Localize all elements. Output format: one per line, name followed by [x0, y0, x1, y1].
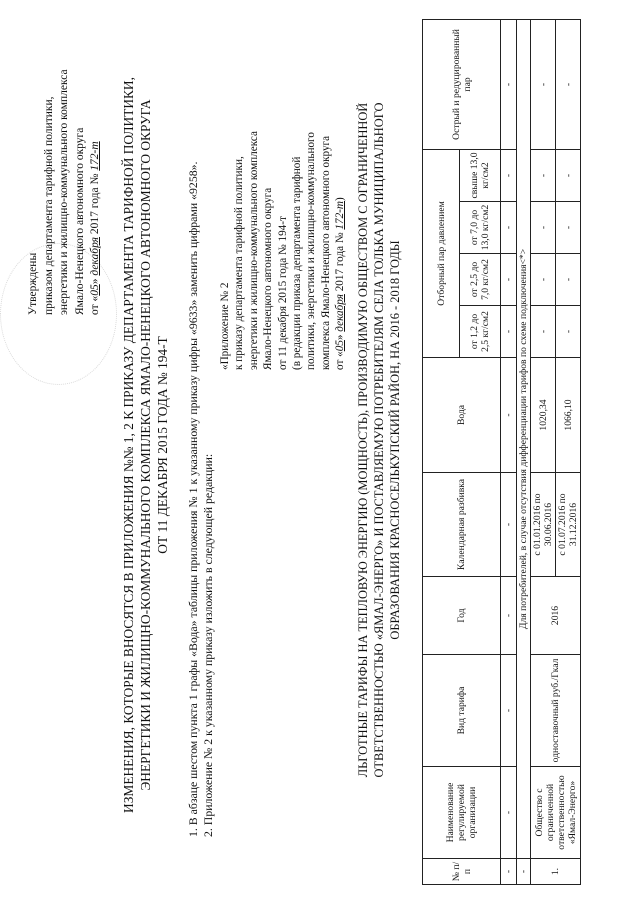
approval-date: от «05» декабря 2017 года № 172-т: [89, 141, 101, 315]
paragraph-1: 1. В абзаце шестом пункта 1 графы «Вода» таблицы приложения № 1 к указанному приказу цифры «9633» заменить цифрами «9258».: [186, 161, 200, 837]
header-org: Наименование регулируемой организации: [423, 767, 501, 859]
water-value-cell: 1020,34: [531, 358, 556, 473]
approval-day: 05: [89, 284, 101, 296]
header-sharp-steam: Острый и редуцированный пар: [423, 19, 501, 149]
header-period: Календарная разбивка: [423, 473, 501, 577]
approval-line: энергетики и жилищно-коммунального комплекса: [58, 69, 70, 315]
year-cell: 2016: [531, 577, 581, 655]
approval-block: [26, 15, 104, 315]
header-pressure-4: свыше 13,0 кг/см2: [460, 149, 501, 201]
header-tariff: Вид тарифа: [423, 655, 501, 767]
tariffs-heading: ЛЬГОТНЫЕ ТАРИФЫ НА ТЕПЛОВУЮ ЭНЕРГИЮ (МОЩНОСТЬ), ПРОИЗВОДИМУЮ ОБЩЕСТВОМ С ОГРАНИЧЕННОЙ ОТВЕТСТВЕННОСТЬЮ «ЯМАЛ-ЭНЕРГО» И ПОСТАВЛЯЕМУЮ ПОТРЕБИТЕЛЯМ СЕЛА ТОЛЬКА МУНИЦИПАЛЬНОГО ОБРАЗОВАНИЯ КРАСНОСЕЛЬКУПСКИЙ РАЙОН, НА 2016 - 2018 ГОДЫ: [356, 102, 402, 778]
header-num: № п/п: [423, 859, 501, 885]
approval-line: Ямало-Ненецкого автономного округа: [73, 127, 86, 315]
table-row: - - - - - - - - - - -: [501, 19, 517, 884]
header-year: Год: [423, 577, 501, 655]
org-name-cell: Общество с ограниченной ответственностью «Ямал-Энерго»: [531, 767, 581, 859]
header-pressure-1: от 1,2 до 2,5 кг/см2: [460, 306, 501, 358]
header-pressure-3: от 7,0 до 13,0 кг/см2: [460, 202, 501, 254]
paragraph-2: 2. Приложение № 2 к указанному приказу изложить в следующей редакции:: [201, 453, 215, 837]
table-row: с 01.07.2016 по 31.12.2016 1066,10 - - - - -: [556, 19, 581, 884]
approval-number: 172-т: [89, 141, 101, 171]
approval-month: декабря: [89, 236, 101, 276]
table-note: Для потребителей, в случае отсутствия дифференциации тарифов по схеме подключения<*>: [517, 19, 531, 858]
table-row: - Для потребителей, в случае отсутствия дифференциации тарифов по схеме подключения<*>: [517, 19, 531, 884]
appendix-header: «Приложение № 2 к приказу департамента тарифной политики, энергетики и жилищно-коммунального комплекса Ямало-Ненецкого автономного округа от 11 декабря 2015 года № 194-т (в редакции приказа департамента тарифной политики, энергетики и жилищно-коммунального комплекса Ямало-Ненецкого автономного округа от «05» декабря 2017 года № 172-т): [218, 25, 348, 370]
period-cell: с 01.07.2016 по 31.12.2016: [556, 473, 581, 577]
approval-line: Утверждены: [27, 252, 39, 315]
appendix-date: от «05» декабря 2017 года № 172-т): [334, 197, 347, 370]
header-steam: Отборный пар давлением: [423, 149, 460, 357]
water-value-cell: 1066,10: [556, 358, 581, 473]
tariffs-table: [422, 19, 581, 885]
table-header-row: [423, 19, 460, 884]
document-title: ИЗМЕНЕНИЯ, КОТОРЫЕ ВНОСЯТСЯ В ПРИЛОЖЕНИЯ №№ 1, 2 К ПРИКАЗУ ДЕПАРТАМЕНТА ТАРИФНОЙ ПОЛИТИКИ, ЭНЕРГЕТИКИ И ЖИЛИЩНО-КОММУНАЛЬНОГО КОМПЛЕКСА ЯМАЛО-НЕНЕЦКОГО АВТОНОМНОГО ОКРУГА ОТ 11 ДЕКАБРЯ 2015 ГОДА № 194-Т: [121, 77, 170, 813]
header-water: Вода: [423, 358, 501, 473]
approval-line: приказом департамента тарифной политики,: [42, 96, 55, 315]
table-row: 1. Общество с ограниченной ответственностью «Ямал-Энерго» одноставочный руб./Гкал 2016 с 01.01.2016 по 30.06.2016 1020,34 - - - - -: [531, 19, 556, 884]
period-cell: с 01.01.2016 по 30.06.2016: [531, 473, 556, 577]
header-pressure-2: от 2,5 до 7,0 кг/см2: [460, 254, 501, 306]
tariff-type-cell: одноставочный руб./Гкал: [531, 655, 581, 767]
